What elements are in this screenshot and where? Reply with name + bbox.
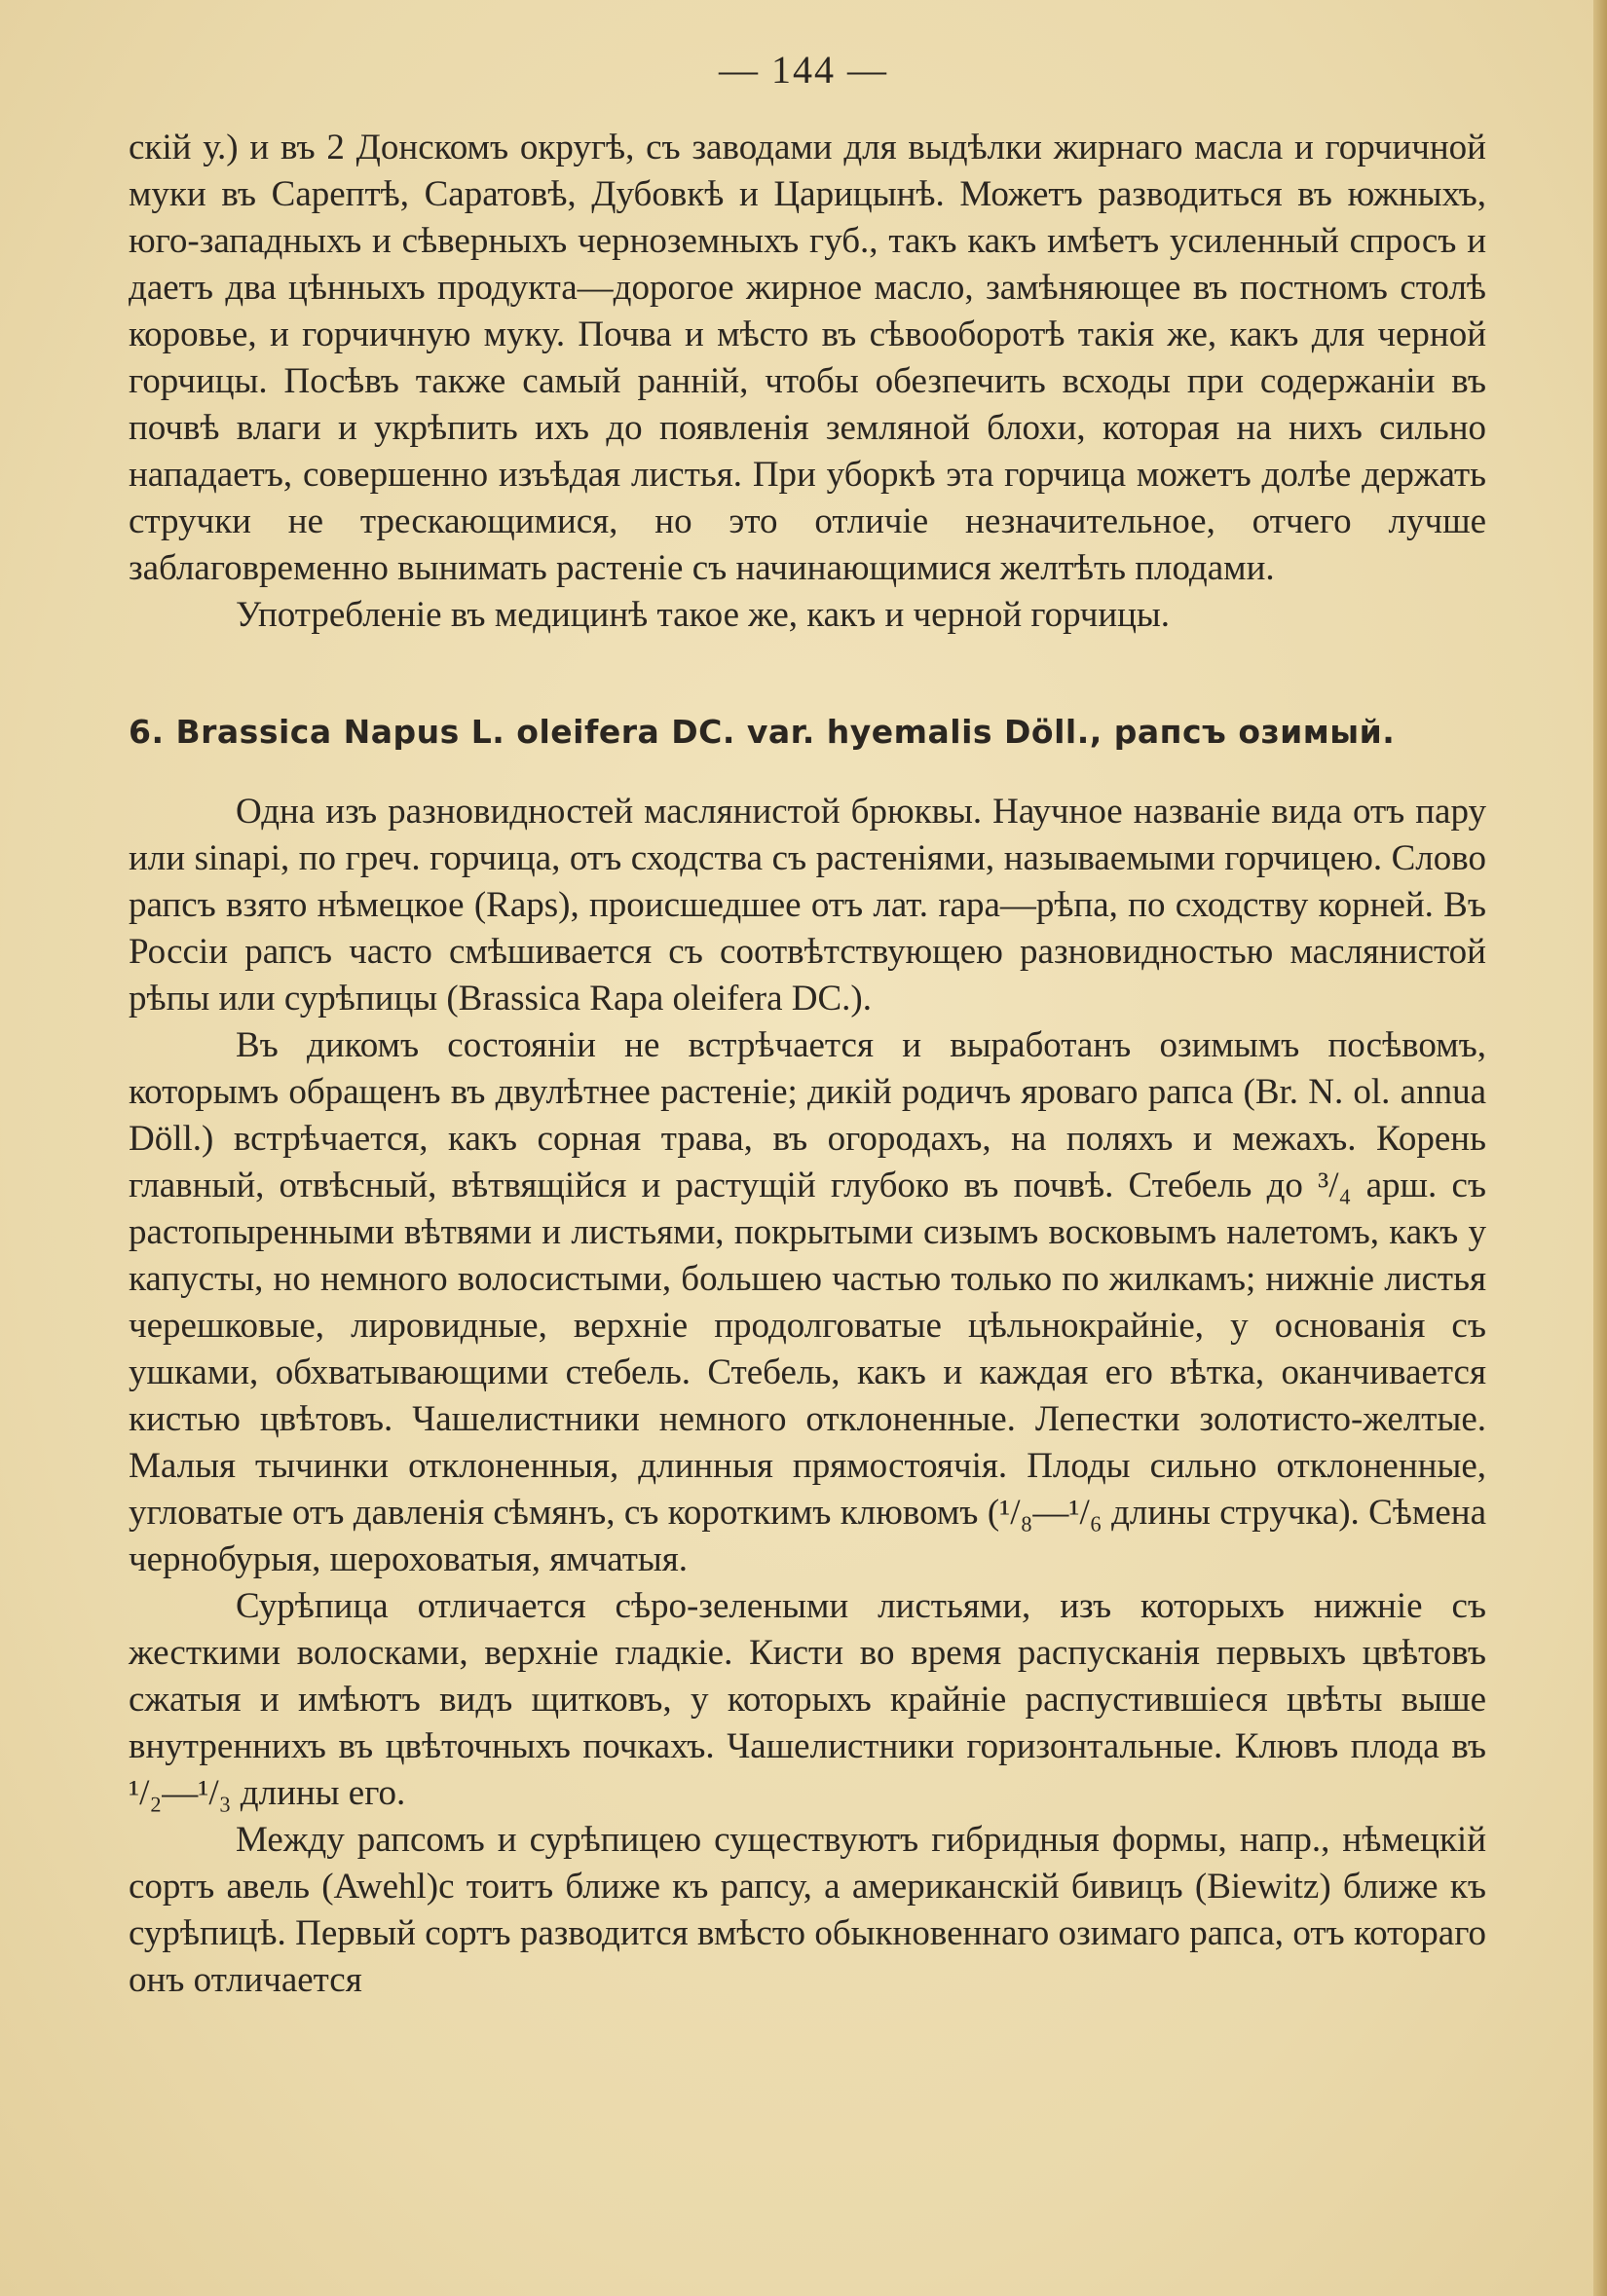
paragraph-4: Въ дикомъ состояніи не встрѣчается и выработанъ озимымъ посѣвомъ, которымъ обращенъ въ двулѣтнее растеніе; дикій родичъ яроваго рапса (Br. N. ol. annua Döll.) встрѣчается, какъ сорная трава, въ огородахъ, на поляхъ и межахъ. Корень главный, отвѣсный, вѣтвящійся и растущій глубоко въ почвѣ. Стебель до ³/₄ арш. съ растопыренными вѣтвями и листьями, покрытыми сизымъ восковымъ налетомъ, какъ у капусты, но немного волосистыми, большею частью только по жилкамъ; нижніе листья черешковые, лировидные, верхніе продолговатые цѣльнокрайніе, у основанія съ ушками, обхватывающими стебель. Стебель, какъ и каждая его вѣтка, оканчивается кистью цвѣтовъ. Чашелистники немного отклоненные. Лепестки золотисто-желтые. Малыя тычинки отклоненныя, длинныя прямостоячія. Плоды сильно отклоненные, угловатые отъ давленія сѣмянъ, съ короткимъ клювомъ (¹/₈—¹/₆ длины стручка). Сѣмена чернобурыя, шероховатыя, ямчатыя. <box>129 1025 1486 1579</box>
section-heading: 6. Brassica Napus L. oleifera DC. var. hyemalis Döll., рапсъ озимый. <box>129 713 1396 751</box>
paragraph-5: Сурѣпица отличается сѣро-зелеными листьями, изъ которыхъ нижніе съ жесткими волосками, верхніе гладкіе. Кисти во время распусканія первыхъ цвѣтовъ сжатыя и имѣютъ видъ щитковъ, у которыхъ крайніе распустившіеся цвѣты выше внутреннихъ въ цвѣточныхъ почкахъ. Чашелистники горизонтальные. Клювъ плода въ ¹/₂—¹/₃ длины его. <box>129 1586 1486 1813</box>
paragraph-2: Употребленіе въ медицинѣ такое же, какъ и черной горчицы. <box>236 595 1171 635</box>
paragraph-3: Одна изъ разновидностей маслянистой брюквы. Научное названіе вида отъ пару или sinapi, по греч. горчица, отъ сходства съ растеніями, называемыми горчицею. Слово рапсъ взято нѣмецкое (Raps), происшедшее отъ лат. rapa—рѣпа, по сходству корней. Въ Россіи рапсъ часто смѣшивается съ соотвѣтствующею разновидностью маслянистой рѣпы или сурѣпицы (Brassica Rapa oleifera DC.). <box>129 792 1486 1018</box>
paragraph-1: скій у.) и въ 2 Донскомъ округѣ, съ заводами для выдѣлки жирнаго масла и горчичной муки въ Сарептѣ, Саратовѣ, Дубовкѣ и Царицынѣ. Можетъ разводиться въ южныхъ, юго-западныхъ и сѣверныхъ черноземныхъ губ., такъ какъ имѣетъ усиленный спросъ и даетъ два цѣнныхъ продукта—дорогое жирное масло, замѣняющее въ постномъ столѣ коровье, и горчичную муку. Почва и мѣсто въ сѣвооборотѣ такія же, какъ для черной горчицы. Посѣвъ также самый ранній, чтобы обезпечить всходы при содержаніи въ почвѣ влаги и укрѣпить ихъ до появленія земляной блохи, которая на нихъ сильно нападаетъ, совершенно изъѣдая листья. При уборкѣ эта горчица можетъ долѣе держать стручки не трескающимися, но это отличіе незначительное, отчего лучше заблаговременно вынимать растеніе съ начинающимися желтѣть плодами. <box>129 128 1486 588</box>
page-body <box>129 125 1486 2004</box>
page-number: — 144 — <box>719 48 888 92</box>
page-edge <box>1593 0 1607 2296</box>
paragraph-6: Между рапсомъ и сурѣпицею существуютъ гибридныя формы, напр., нѣмецкій сортъ авель (Awehl)с тоитъ ближе къ рапсу, а американскій бивицъ (Biewitz) ближе къ сурѣпицѣ. Первый сортъ разводится вмѣсто обыкновеннаго озимаго рапса, отъ котораго онъ отличается <box>129 1820 1486 2000</box>
